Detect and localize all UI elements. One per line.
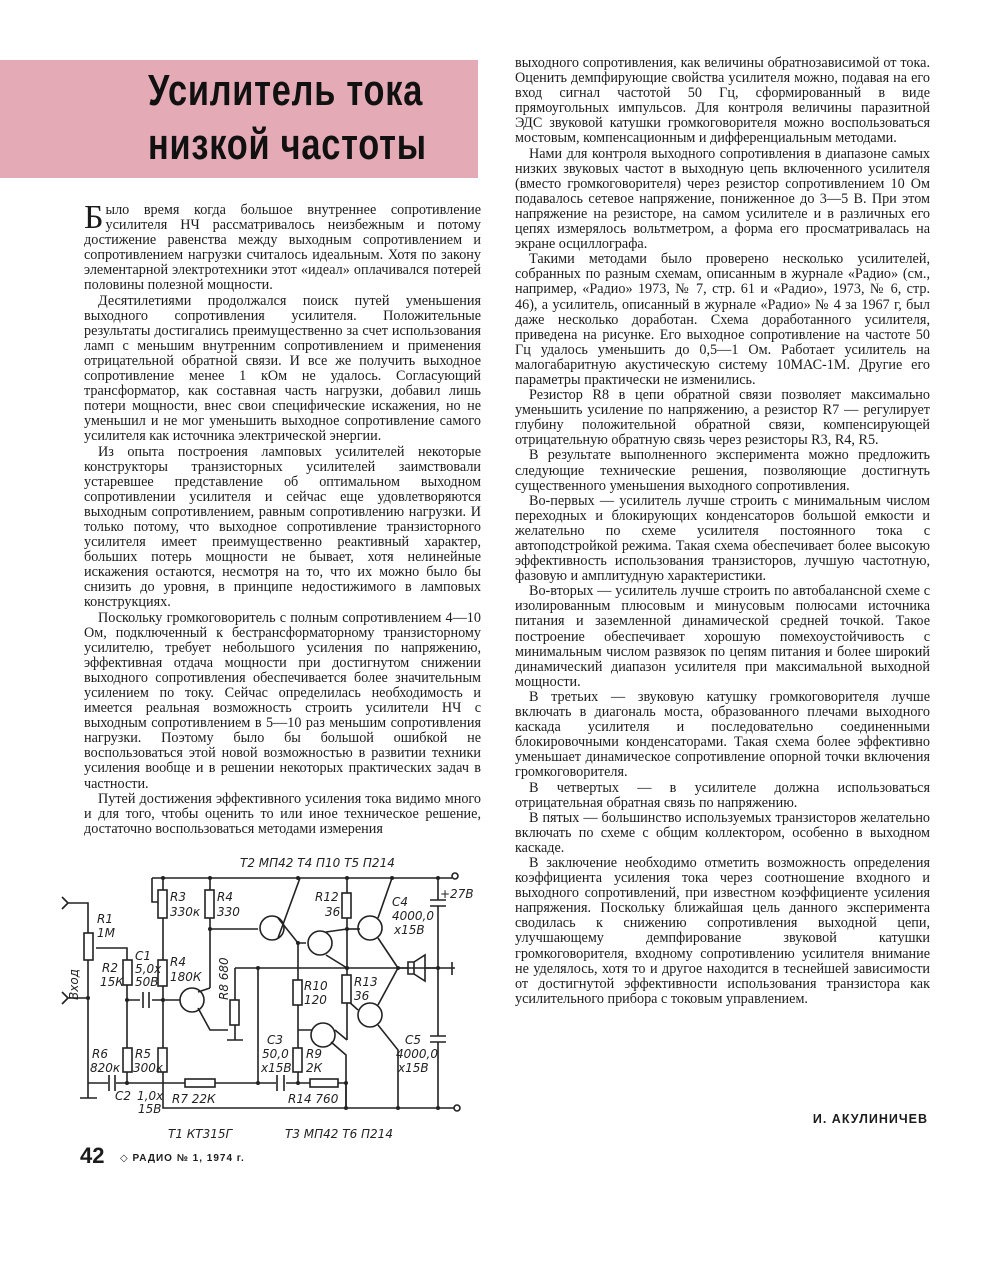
label-r3-value: 330к <box>170 905 201 919</box>
author-name: И. АКУЛИНИЧЕВ <box>812 1112 928 1126</box>
paragraph: Во-вторых — усилитель лучше строить по автобалансной схеме с изолированным плюсовым и минусовым полюсами источника питания и заземленной динамической средней точкой. Такое построение обеспечивает хорошую помехоустойчивость с минимальным числом развязок по цепям питания и более широкий динамический диапазон усилителя при максимальной выходной мощности. <box>515 583 930 690</box>
label-c1: C1 <box>135 949 152 963</box>
label-r1-value: 1М <box>97 926 115 940</box>
label-c5: C5 <box>405 1033 422 1047</box>
issue-footer: ◇ РАДИО № 1, 1974 г. <box>120 1153 245 1164</box>
label-c1-value: 5,0x <box>135 962 162 976</box>
resistor-r6 <box>123 1048 132 1072</box>
resistor-r8 <box>230 1000 239 1025</box>
transistor-t1 <box>180 988 204 1012</box>
label-c3-voltage: x15В <box>261 1061 292 1075</box>
label-r13: R13 <box>354 975 378 989</box>
label-r4-mid-value: 180К <box>170 970 202 984</box>
label-input: Вход <box>67 969 81 1000</box>
label-c4: C4 <box>392 895 409 909</box>
label-c2-value: 1,0x <box>137 1089 164 1103</box>
label-r7: R7 22К <box>172 1092 216 1106</box>
ground-terminal <box>454 1105 460 1111</box>
label-c5-value: 4000,0 <box>396 1047 438 1061</box>
paragraph: Путей достижения эффективного усиления тока видимо много и для того, чтобы оценить то или иное техническое решение, достаточно воспользоваться методами измерения <box>84 790 481 837</box>
label-t1: T1 КТ315Г <box>168 1127 233 1141</box>
paragraph-text: ыло время когда большое внутреннее сопротивление усилителя НЧ рассматривалось неизбежным и потому достижение равенства между выходным сопротивлением и сопротивлением нагрузки считалось идеальным. Хотя по закону элементарной электротехники этот «идеал» оплачивался потерей половины полезной мощности. <box>84 202 481 294</box>
transistor-t3 <box>311 1023 335 1047</box>
label-top-transistors: T2 МП42 T4 П10 T5 П214 <box>240 856 395 870</box>
resistor-r13 <box>342 975 351 1003</box>
paragraph: В пятых — большинство используемых транзисторов желательно включать по схеме с общим коллектором, особенно в выходном каскаде. <box>515 809 930 856</box>
label-t3-t6: T3 МП42 T6 П214 <box>285 1127 393 1141</box>
resistor-r1 <box>84 933 93 960</box>
paragraph: В третьих — звуковую катушку громкоговорителя лучше включать в диагональ моста, образованного плечами выходного каскада усилителя и последовательно соединенными блокировочными конденсаторами. Такая схема более эффективно уменьшает динамическое сопротивление опорной точки включения громкоговорителя. <box>515 688 930 781</box>
drop-cap: Б <box>84 199 104 236</box>
label-r6: R6 <box>92 1047 108 1061</box>
resistor-r12 <box>342 893 351 918</box>
label-r9-value: 2К <box>306 1061 323 1075</box>
label-r14: R14 760 <box>288 1092 339 1106</box>
resistor-r10 <box>293 980 302 1005</box>
resistor-r3 <box>158 890 167 918</box>
supply-terminal <box>452 873 458 879</box>
resistor-r4-330 <box>205 890 214 918</box>
label-c3-value: 50,0 <box>262 1047 289 1061</box>
label-r13-value: 36 <box>354 989 370 1003</box>
resistor-r9 <box>293 1048 302 1072</box>
paragraph: Десятилетиями продолжался поиск путей уменьшения выходного сопротивления усилителя. Положительные результаты достигались преимущественно за счет использования ламп с меньшим внутренним сопротивлением и применения отрицательной обратной связи. И все же получить выходное сопротивление менее 1 кОм не удалось. Согласующий трансформатор, как составная часть нагрузки, добавил лишь потери мощности, внес свои специфические искажения, но не уменьшил и не мог уменьшить выходное сопротивление самого усилителя как источника электрической энергии. <box>84 292 481 445</box>
capacitor-c3 <box>277 1075 284 1091</box>
label-r10: R10 <box>304 979 328 993</box>
paragraph: Во-первых — усилитель лучше строить с минимальным числом переходных и блокирующих конденсаторов большой емкости и желательно по схеме усилителя постоянного тока с автоподстройкой режима. Такая схема обеспечивает более высокую эффективность использования транзисторов, лучшую частотную, фазовую и амплитудную характеристики. <box>515 492 930 585</box>
label-r2: R2 <box>102 961 118 975</box>
label-r5: R5 <box>135 1047 151 1061</box>
label-r3: R3 <box>170 890 186 904</box>
label-supply: +27В <box>440 887 474 901</box>
resistor-r2 <box>123 960 132 985</box>
label-c2-voltage: 15В <box>138 1102 162 1116</box>
title-line-2: низкой частоты <box>148 120 427 169</box>
paragraph: В четвертых — в усилителе должна использоваться отрицательная обратная связь по напряжению. <box>515 779 930 811</box>
label-c2: C2 <box>115 1089 132 1103</box>
label-r4-value: 330 <box>217 905 240 919</box>
label-r2-value: 15К <box>100 975 124 989</box>
label-r6-value: 820к <box>90 1061 121 1075</box>
label-c3: C3 <box>267 1033 284 1047</box>
paragraph: В заключение необходимо отметить возможность определения коэффициента усиления тока через соотношение входного и выходного сопротивлений, при известном коэффициенте усиления напряжения. Поскольку ближайшая цель данного эксперимента сводилась к снижению сопротивления выходной цепи, улучшающему демпфирование звуковой катушки громкоговорителя, входному сопротивлению усилителя внимание не уделялось, хотя то и другое находится в теснейшей зависимости от достигнутой эффективности использования транзистора как усилительного прибора с токовым управлением. <box>515 854 930 1007</box>
label-c4-voltage: x15В <box>394 923 425 937</box>
title-line-1: Усилитель тока <box>148 66 424 115</box>
paragraph: Из опыта построения ламповых усилителей некоторые конструкторы транзисторных усилителей заимствовали устаревшее представление об оптимальном выходном сопротивлении усилителя и сейчас еще удовлетворяются выходным сопротивлением, равным сопротивлению нагрузки. И только потому, что выходное сопротивление транзисторного усилителя имеет преимущественно реактивный характер, больших потерь мощности не бывает, хотя нелинейные искажения остаются, несмотря на то, что их можно было бы снизить до уровня, в принципе недостижимого в ламповых конструкциях. <box>84 443 481 611</box>
label-r4: R4 <box>217 890 233 904</box>
page-number: 42 <box>80 1143 105 1168</box>
paragraph: выходного сопротивления, как величины обратнозависимой от тока. Оценить демпфирующие свойства усилителя можно, подавая на его вход сигнал частотой 50 Гц, сформированный в виде прямоугольных импульсов. Для контроля величины паразитной ЭДС звуковой катушки громкоговорителя можно воспользоваться мостовым, компенсационным и дифференциальным методами. <box>515 55 930 147</box>
paragraph: В результате выполненного эксперимента можно предложить следующие технические решения, позволяющие достигнуть существенного уменьшения выходного сопротивления. <box>515 447 930 494</box>
label-c4-value: 4000,0 <box>392 909 434 923</box>
label-r10-value: 120 <box>304 993 327 1007</box>
transistor-t4 <box>308 931 332 955</box>
capacitor-c1 <box>143 992 149 1008</box>
label-r1: R1 <box>97 912 113 926</box>
capacitor-c5 <box>430 1036 446 1042</box>
label-c1-voltage: 50В <box>135 975 159 989</box>
label-r12: R12 <box>315 890 339 904</box>
label-r12-value: 36 <box>325 905 341 919</box>
paragraph: Поскольку громкоговоритель с полным сопротивлением 4—10 Ом, подключенный к бестрансформаторному транзисторному усилителю, требует небольшого усиления по напряжению, эффективная отдача мощности при достигнутом снижении выходного сопротивления обеспечивается более значительным усилением по току. Сейчас определилась необходимость и имеется реальная возможность строить усилители НЧ с выходным сопротивлением в 5—10 раз меньшим сопротивления нагрузки. Поэтому было бы большой ошибкой не воспользоваться этой новой возможностью в развитии техники усиления вообще и в решении некоторых практических задач в частности. <box>84 609 481 792</box>
paragraph: Нами для контроля выходного сопротивления в диапазоне самых низких звуковых частот в выходную цепь включенного усилителя (вместо громкоговорителя) через резистор сопротивлением 10 Ом подавалось сетевое напряжение, пониженное до 3—5 В. При этом напряжение на резисторе, на самом усилителе и в различных его цепях измерялось вольтметром, а форма его просматривалась на экране осциллографа. <box>515 145 930 253</box>
resistor-r14 <box>310 1079 338 1087</box>
paragraph: Такими методами было проверено несколько усилителей, собранных по разным схемам, описанным в журнале «Радио» (см., например, «Радио» 1973, № 7, стр. 61 и «Радио», 1973, № 6, стр. 46), а усилитель, описанный в журнале «Радио» № 4 за 1967 г, был даже несколько доработан. Схема доработанного усилителя, приведена на рисунке. Его выходное сопротивление на частоте 50 Гц удалось уменьшить до 0,5—1 Ом. Работает усилитель на малогабаритную акустическую систему 10МАС-1М. Другие его параметры практически не изменились. <box>515 251 930 388</box>
paragraph: Резистор R8 в цепи обратной связи позволяет максимально уменьшить усиление по напряжению, а резистор R7 — регулирует глубину положительной обратной связи, компенсирующей отрицательную обратную связь через резисторы R3, R4, R5. <box>515 387 930 449</box>
label-r4-mid: R4 <box>170 955 186 969</box>
label-r8: R8 680 <box>217 957 231 1000</box>
label-r5-value: 300к <box>133 1061 164 1075</box>
transistor-t5 <box>358 916 382 940</box>
transistor-t2 <box>260 916 284 940</box>
label-c5-voltage: x15В <box>398 1061 429 1075</box>
resistor-r7 <box>185 1079 215 1087</box>
transistor-t6 <box>358 1003 382 1027</box>
label-r9: R9 <box>306 1047 322 1061</box>
